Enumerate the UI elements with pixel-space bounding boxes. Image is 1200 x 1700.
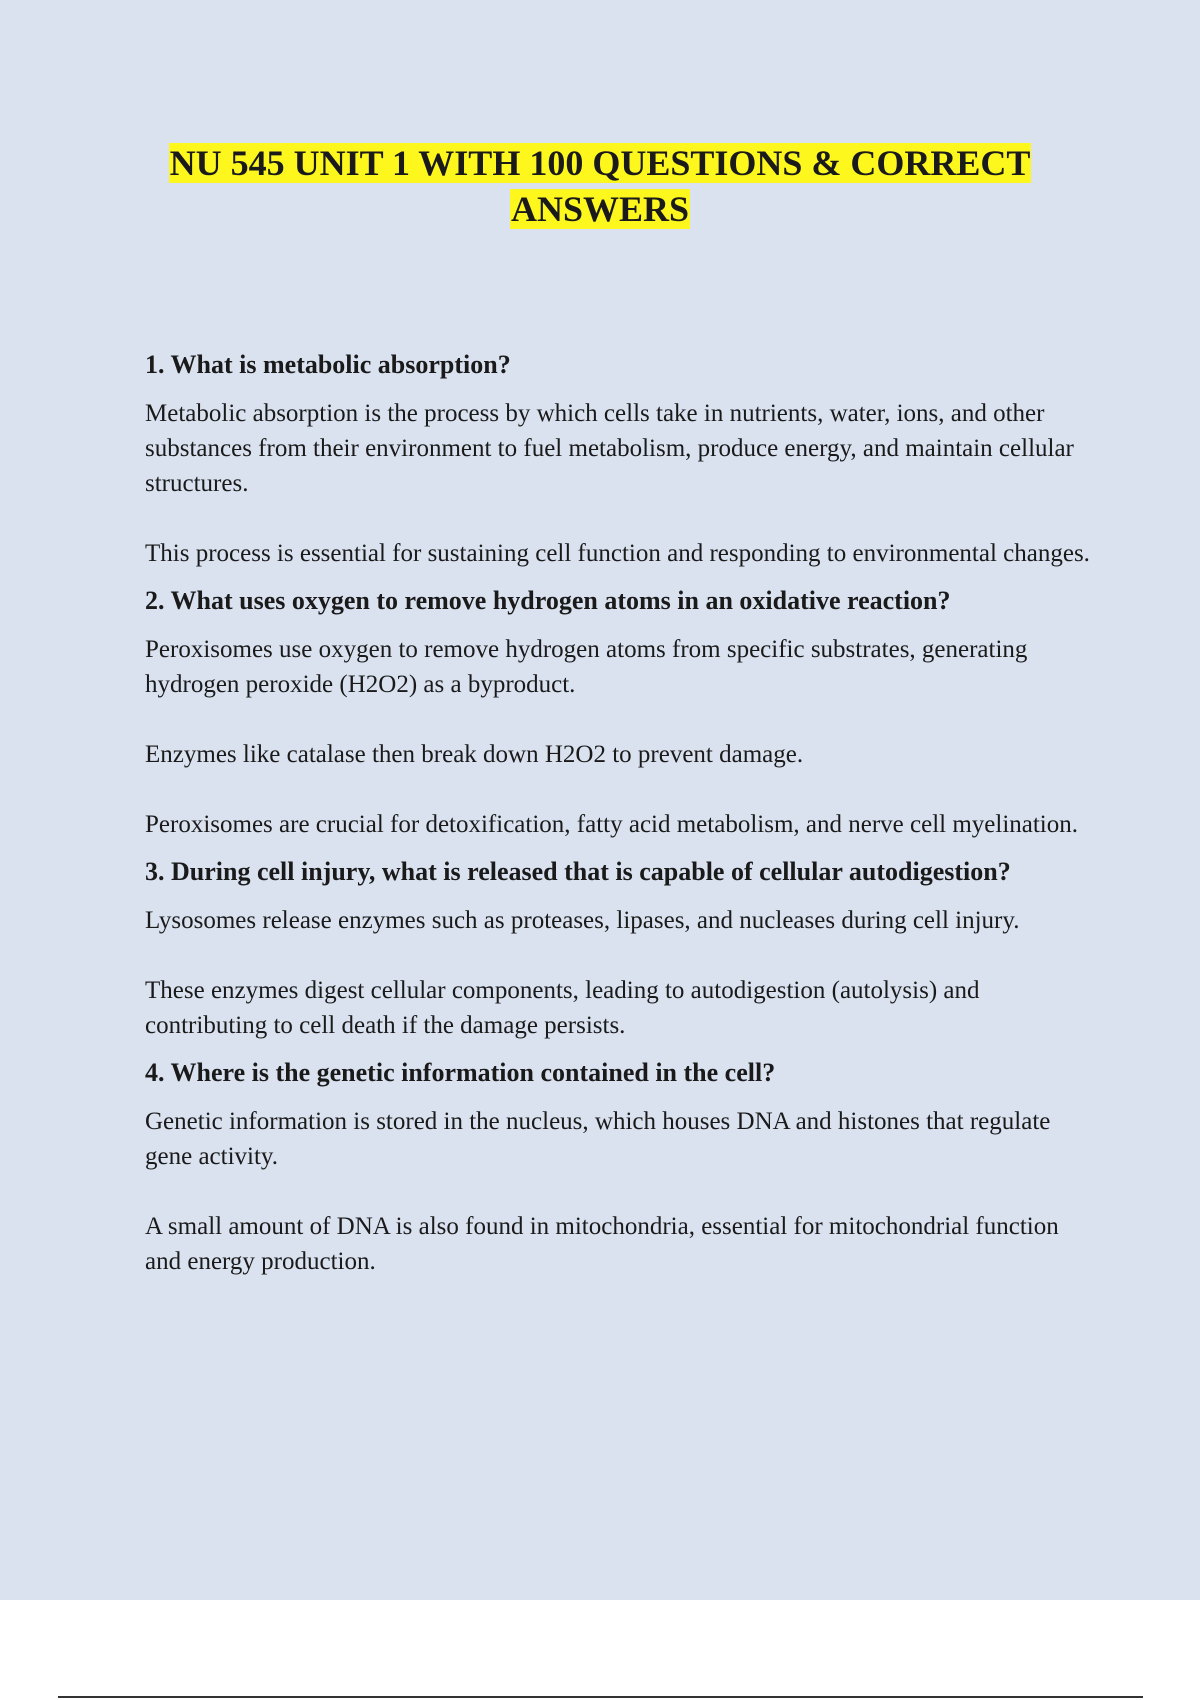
- qa-item-1: [145, 348, 1095, 571]
- answer-1: [145, 396, 1095, 571]
- answer-paragraph: Peroxisomes are crucial for detoxification, fatty acid metabolism, and nerve cell myelination.: [145, 811, 1079, 838]
- answer-paragraph: These enzymes digest cellular components, leading to autodigestion (autolysis) and contributing to cell death if the damage persists.: [145, 977, 980, 1039]
- answer-paragraph: Enzymes like catalase then break down H2O2 to prevent damage.: [145, 741, 804, 768]
- qa-list: [145, 348, 1095, 1292]
- answer-paragraph: This process is essential for sustaining cell function and responding to environmental changes.: [145, 540, 1090, 567]
- answer-2: [145, 632, 1095, 842]
- answer-paragraph: Lysosomes release enzymes such as proteases, lipases, and nucleases during cell injury.: [145, 907, 1020, 934]
- answer-paragraph: Genetic information is stored in the nucleus, which houses DNA and histones that regulate gene activity.: [145, 1108, 1051, 1170]
- answer-paragraph: A small amount of DNA is also found in mitochondria, essential for mitochondrial function and energy production.: [145, 1213, 1059, 1275]
- answer-paragraph: Metabolic absorption is the process by which cells take in nutrients, water, ions, and other substances from their environment to fuel metabolism, produce energy, and maintain cellular structures.: [145, 400, 1074, 497]
- title-line-1: NU 545 UNIT 1 WITH 100 QUESTIONS & CORRECT: [169, 143, 1031, 183]
- qa-item-3: [145, 855, 1095, 1043]
- answer-paragraph: Peroxisomes use oxygen to remove hydrogen atoms from specific substrates, generating hydrogen peroxide (H2O2) as a byproduct.: [145, 636, 1028, 698]
- qa-item-2: [145, 584, 1095, 842]
- answer-4: [145, 1104, 1095, 1279]
- question-4: 4. Where is the genetic information contained in the cell?: [145, 1058, 776, 1087]
- answer-3: [145, 903, 1095, 1043]
- question-3: 3. During cell injury, what is released that is capable of cellular autodigestion?: [145, 857, 1011, 886]
- title-line-2: ANSWERS: [510, 189, 690, 229]
- footer-divider: [58, 1696, 1143, 1698]
- document-title: [0, 140, 1200, 232]
- question-2: 2. What uses oxygen to remove hydrogen atoms in an oxidative reaction?: [145, 586, 951, 615]
- question-1: 1. What is metabolic absorption?: [145, 350, 511, 379]
- qa-item-4: [145, 1056, 1095, 1279]
